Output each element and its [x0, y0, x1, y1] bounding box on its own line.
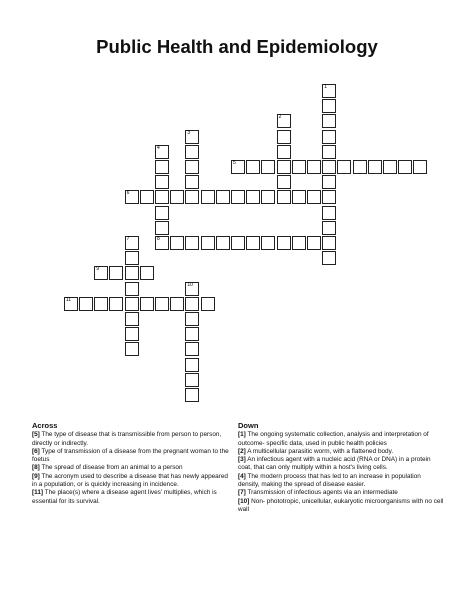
crossword-cell[interactable]: [155, 190, 169, 204]
crossword-cell[interactable]: [64, 297, 78, 311]
crossword-cell[interactable]: [277, 114, 291, 128]
crossword-cell[interactable]: [277, 236, 291, 250]
clue-text: The place(s) where a disease agent lives' multiplies, which is essential for its survival.: [32, 489, 217, 505]
clue-number: [10]: [238, 497, 250, 505]
page-title: Public Health and Epidemiology: [96, 36, 378, 57]
crossword-cell[interactable]: [292, 190, 306, 204]
crossword-cell[interactable]: [216, 190, 230, 204]
crossword-cell[interactable]: [322, 175, 336, 189]
crossword-cell[interactable]: [125, 266, 139, 280]
crossword-cell[interactable]: [185, 130, 199, 144]
crossword-cell[interactable]: [140, 297, 154, 311]
crossword-cell[interactable]: [185, 358, 199, 372]
across-clue: [32, 464, 232, 472]
crossword-cell[interactable]: [413, 160, 427, 174]
crossword-cell[interactable]: [170, 190, 184, 204]
crossword-cell[interactable]: [246, 236, 260, 250]
crossword-cell[interactable]: [277, 160, 291, 174]
crossword-cell[interactable]: [231, 236, 245, 250]
crossword-cell[interactable]: [322, 190, 336, 204]
crossword-cell[interactable]: [125, 327, 139, 341]
crossword-cell[interactable]: [322, 160, 336, 174]
across-clue: [32, 431, 232, 448]
crossword-cell[interactable]: [201, 236, 215, 250]
crossword-cell[interactable]: [170, 236, 184, 250]
crossword-cell[interactable]: [170, 297, 184, 311]
clue-text: The ongoing systematic collection, analysis and interpretation of outcome- specific data, used in public health policies: [238, 431, 429, 447]
clue-text: Transmission of infectious agents via an intermediate: [245, 489, 398, 497]
clue-text: The acronym used to describe a disease that has newly appeared in a population, or is quickly increasing in incidence.: [32, 472, 228, 489]
clue-number-label: 5: [233, 160, 236, 166]
clue-text: The modern process that has led to an increase in population density, making the spread of disease easier.: [238, 472, 421, 489]
clue-text: An infectious agent with a nucleic acid (RNA or DNA) in a protein coat, that can only multiply within a host's living cells.: [238, 456, 431, 472]
crossword-cell[interactable]: [292, 160, 306, 174]
crossword-cell[interactable]: [155, 145, 169, 159]
clue-text: Type of transmission of a disease from the pregnant woman to the foetus: [32, 447, 229, 464]
crossword-cell[interactable]: [322, 251, 336, 265]
clue-number: [6]: [32, 447, 40, 455]
crossword-cell[interactable]: [201, 190, 215, 204]
down-clue: [238, 448, 444, 456]
crossword-cell[interactable]: [185, 312, 199, 326]
down-clue: [238, 498, 444, 515]
crossword-cell[interactable]: [322, 206, 336, 220]
crossword-cell[interactable]: [109, 266, 123, 280]
crossword-cell[interactable]: [185, 297, 199, 311]
clue-number: [4]: [238, 472, 246, 480]
clue-text: A multicellular parasitic worm, with a flattened body.: [245, 447, 394, 455]
crossword-cell[interactable]: [185, 175, 199, 189]
crossword-cell[interactable]: [185, 160, 199, 174]
crossword-cell[interactable]: [231, 190, 245, 204]
clue-text: Non- phototropic, unicellular, eukaryotic microorganisms with no cell wall: [238, 497, 444, 513]
clue-text: The type of disease that is transmissible from person to person, directly or indirectly.: [32, 431, 222, 447]
clue-number-label: 6: [126, 190, 130, 197]
crossword-cell[interactable]: [307, 236, 321, 250]
crossword-cell[interactable]: [383, 160, 397, 174]
crossword-cell[interactable]: [155, 160, 169, 174]
crossword-cell[interactable]: [322, 145, 336, 159]
crossword-cell[interactable]: [155, 206, 169, 220]
crossword-cell[interactable]: [261, 160, 275, 174]
across-clue: [32, 489, 232, 506]
crossword-cell[interactable]: [231, 160, 245, 174]
across-clue: [32, 473, 232, 490]
crossword-cell[interactable]: [337, 160, 351, 174]
crossword-cell[interactable]: [307, 190, 321, 204]
crossword-cell[interactable]: [322, 84, 336, 98]
crossword-cell[interactable]: [185, 388, 199, 402]
crossword-cell[interactable]: [94, 266, 108, 280]
clue-number: [5]: [32, 431, 40, 439]
crossword-cell[interactable]: [322, 130, 336, 144]
crossword-cell[interactable]: [185, 342, 199, 356]
clue-number: [1]: [238, 431, 246, 439]
crossword-cell[interactable]: [277, 190, 291, 204]
clue-number-label: 1: [324, 84, 327, 90]
crossword-cell[interactable]: [185, 236, 199, 250]
crossword-cell[interactable]: [125, 190, 139, 204]
clue-number: [11]: [32, 489, 44, 497]
crossword-cell[interactable]: [94, 297, 108, 311]
crossword-cell[interactable]: [125, 236, 139, 250]
crossword-cell[interactable]: [185, 190, 199, 204]
clue-number-label: 7: [126, 236, 130, 242]
clue-number: [9]: [32, 472, 40, 480]
crossword-cell[interactable]: [185, 145, 199, 159]
down-clues: [238, 422, 444, 514]
crossword-cell[interactable]: [109, 297, 123, 311]
crossword-cell[interactable]: [125, 282, 139, 296]
clue-number: [7]: [238, 489, 246, 497]
clue-number-label: 10: [187, 281, 193, 288]
crossword-cell[interactable]: [322, 99, 336, 113]
down-clue: [238, 456, 444, 473]
crossword-cell[interactable]: [322, 236, 336, 250]
clue-number-label: 8: [157, 236, 160, 242]
crossword-cell[interactable]: [277, 145, 291, 159]
across-clues: [32, 422, 232, 506]
crossword-cell[interactable]: [322, 114, 336, 128]
crossword-cell[interactable]: [292, 236, 306, 250]
crossword-cell[interactable]: [261, 236, 275, 250]
crossword-cell[interactable]: [246, 190, 260, 204]
crossword-cell[interactable]: [398, 160, 412, 174]
crossword-cell[interactable]: [368, 160, 382, 174]
crossword-cell[interactable]: [79, 297, 93, 311]
crossword-cell[interactable]: [261, 190, 275, 204]
across-heading: Across: [32, 421, 58, 430]
crossword-cell[interactable]: [322, 221, 336, 235]
clue-number-label: 4: [157, 144, 160, 151]
crossword-cell[interactable]: [140, 190, 154, 204]
crossword-cell[interactable]: [246, 160, 260, 174]
crossword-cell[interactable]: [277, 130, 291, 144]
crossword-cell[interactable]: [155, 221, 169, 235]
clue-number: [3]: [238, 456, 246, 464]
clue-number-label: 9: [96, 266, 99, 273]
crossword-cell[interactable]: [216, 236, 230, 250]
down-heading: Down: [238, 421, 259, 430]
crossword-cell[interactable]: [353, 160, 367, 174]
clue-number-label: 3: [187, 129, 191, 136]
crossword-cell[interactable]: [125, 342, 139, 356]
down-clue: [238, 431, 444, 448]
crossword-cell[interactable]: [125, 251, 139, 265]
crossword-cell[interactable]: [201, 297, 215, 311]
crossword-cell[interactable]: [277, 175, 291, 189]
down-clue: [238, 489, 444, 497]
crossword-cell[interactable]: [185, 327, 199, 341]
clue-number: [2]: [238, 447, 246, 455]
crossword-cell[interactable]: [125, 312, 139, 326]
across-clue: [32, 448, 232, 465]
crossword-cell[interactable]: [125, 297, 139, 311]
crossword-cell[interactable]: [307, 160, 321, 174]
clue-number: [8]: [32, 464, 40, 472]
clue-text: The spread of disease from an animal to a person: [39, 464, 183, 472]
crossword-cell[interactable]: [155, 175, 169, 189]
crossword-cell[interactable]: [185, 373, 199, 387]
clue-number-label: 11: [65, 296, 71, 303]
clue-number-label: 2: [278, 114, 282, 121]
down-clue: [238, 473, 444, 490]
crossword-cell[interactable]: [140, 266, 154, 280]
crossword-cell[interactable]: [155, 236, 169, 250]
crossword-cell[interactable]: [155, 297, 169, 311]
crossword-cell[interactable]: [185, 282, 199, 296]
